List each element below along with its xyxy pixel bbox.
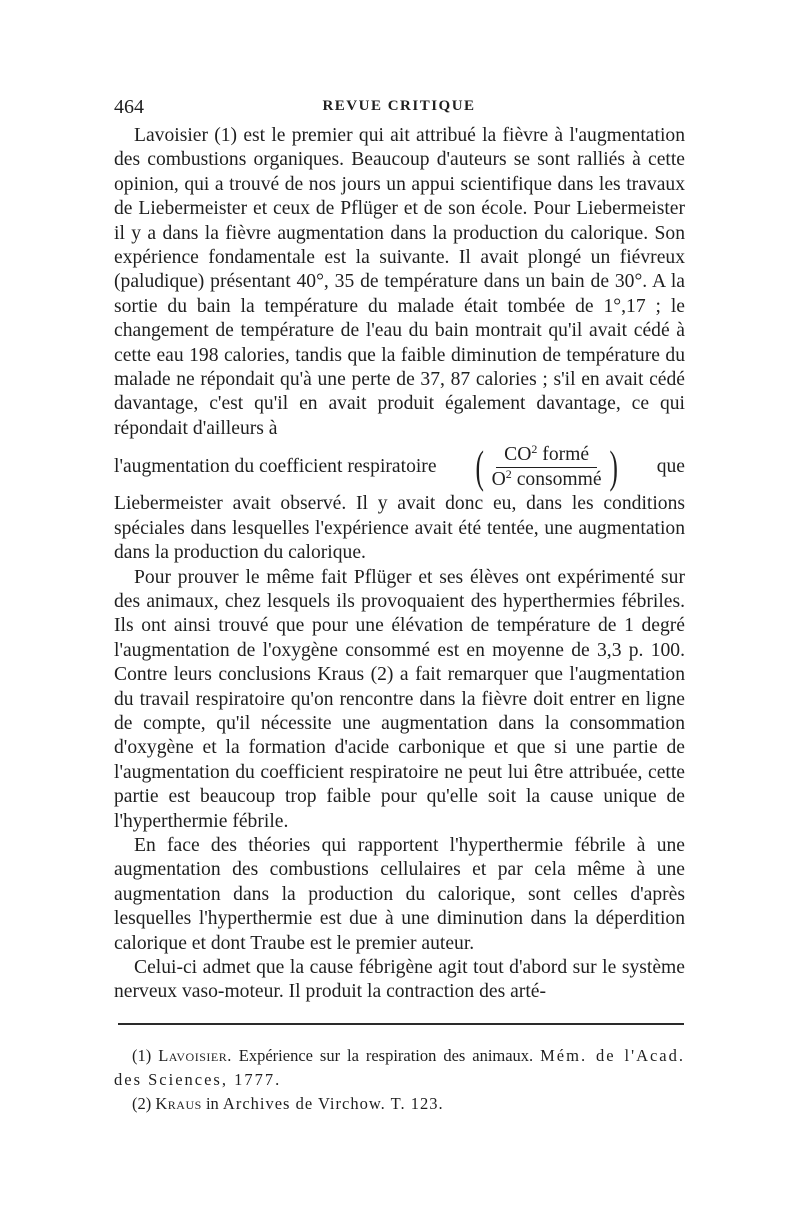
respiratory-coefficient-formula	[472, 441, 621, 493]
denominator-label: consommé	[511, 468, 602, 490]
footnote-reference: Archives de Virchow. T. 123.	[222, 1094, 444, 1113]
numerator-label: formé	[537, 443, 590, 465]
paragraph-vaso-moteur	[114, 956, 685, 1005]
fraction-trail-text: que	[656, 456, 685, 478]
denominator-superscript: 2	[505, 466, 512, 481]
footnote-mark: (2)	[132, 1094, 152, 1113]
numerator-base: CO	[504, 443, 532, 465]
footnote-reference: Mém. de l'Acad. des Sciences, 1777.	[114, 1046, 686, 1089]
paragraph-text: Lavoisier (1) est le premier qui ait attribué la fièvre à l'augmentation des combustions organiques. Beaucoup d'auteurs se sont ralliés à cette opinion, qui a trouvé de nos jours un appui scientifique dans les travaux de Liebermeister et ceux de Pflüger et de son école. Pour Liebermeister il y a dans la fièvre augmentation dans la production du calorique. Son expérience fondamentale est la suivante. Il avait plongé un fiévreux (paludique) présentant 40°, 35 de température dans un bain de 30°. A la sortie du bain la température du malade était tombée de 1°,17 ; le changement de température de l'eau du bain montrait qu'il avait cédé à cette eau 198 calories, tandis que la faible diminution de température du malade ne répondait qu'à une perte de 37, 87 calories ; s'il en avait cédé davantage, c'est qu'il en avait produit également davantage, ce qui répondait d'ailleurs à	[114, 125, 685, 439]
paragraph-text: En face des théories qui rapportent l'hyperthermie fébrile à une augmentation des combustions cellulaires et par cela même à une augmentation dans la production du calorique, sont celles d'après lesquelles l'hyperthermie est due à une diminution dans la déperdition calorique et dont Traube est le premier auteur.	[114, 834, 685, 954]
fraction-numerator	[496, 441, 597, 468]
numerator-superscript: 2	[531, 441, 538, 456]
paragraph-lavoisier-tail	[114, 492, 685, 565]
page-header	[114, 96, 684, 122]
footnote-author: Kraus	[155, 1094, 202, 1113]
footnote-2	[114, 1092, 685, 1116]
body-text	[114, 124, 685, 1005]
paragraph-traube	[114, 834, 685, 956]
denominator-base: O	[491, 468, 506, 490]
right-parenthesis: )	[609, 441, 618, 493]
respiratory-coefficient-line	[114, 442, 685, 492]
fraction	[484, 441, 610, 491]
footnote-text: Expérience sur la respiration des animaux.	[231, 1046, 541, 1065]
fraction-lead-text: l'augmentation du coefficient respiratoire	[114, 456, 437, 478]
running-title: REVUE CRITIQUE	[322, 98, 476, 114]
footnote-1	[114, 1044, 685, 1092]
footnotes	[114, 1044, 685, 1116]
paragraph-text: Celui-ci admet que la cause fébrigène agit tout d'abord sur le système nerveux vaso-moteur. Il produit la contraction des arté-	[114, 957, 685, 1003]
paragraph-lavoisier	[114, 124, 685, 441]
fraction-denominator	[484, 468, 610, 491]
paragraph-text: Liebermeister avait observé. Il y avait donc eu, dans les conditions spéciales dans lesquelles l'expérience avait été tentée, une augmentation dans la production du calorique.	[114, 493, 685, 564]
footnote-rule	[118, 1023, 684, 1025]
paragraph-text: Pour prouver le même fait Pflüger et ses élèves ont expérimenté sur des animaux, chez lesquels ils provoquaient des hyperthermies fébriles. Ils ont ainsi trouvé que pour une élévation de température de 1 degré l'augmentation de l'oxygène consommé est en moyenne de 3,3 p. 100. Contre leurs conclusions Kraus (2) a fait remarquer que l'augmentation du travail respiratoire qu'on rencontre dans la fièvre doit entrer en ligne de compte, qu'il nécessite une augmentation dans la consommation d'oxygène et la formation d'acide carbonique et que si une partie de l'augmentation du coefficient respiratoire ne peut lui être attribuée, cette partie est beaucoup trop faible pour qu'elle soit la cause unique de l'hyperthermie fébrile.	[114, 566, 685, 832]
footnote-mark: (1)	[132, 1046, 152, 1065]
footnote-author: Lavoisier.	[158, 1046, 232, 1065]
paragraph-pfluger	[114, 566, 685, 834]
page-number: 464	[114, 96, 144, 118]
footnote-text: in	[201, 1094, 223, 1113]
left-parenthesis: (	[475, 441, 485, 493]
